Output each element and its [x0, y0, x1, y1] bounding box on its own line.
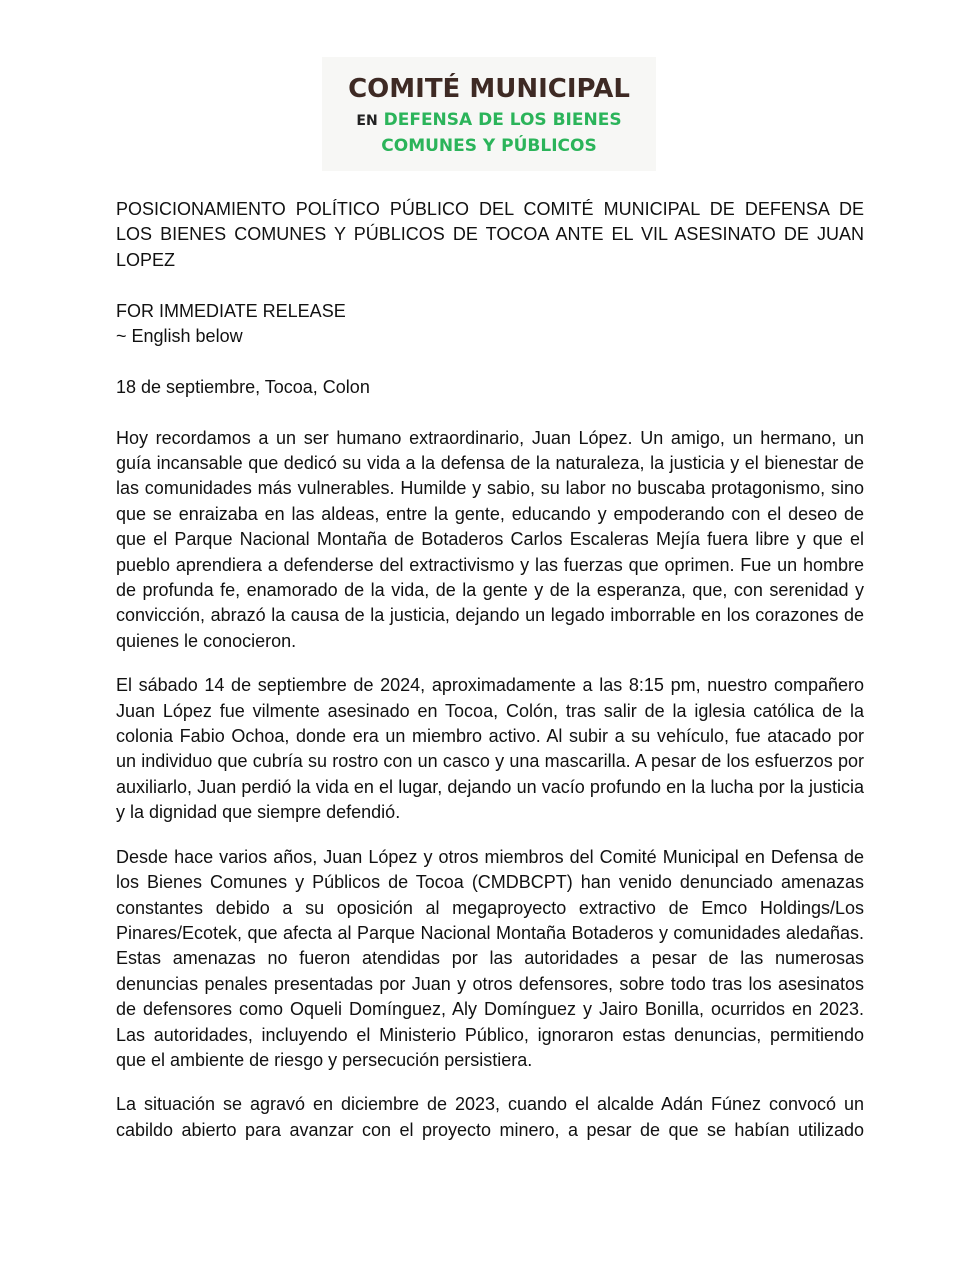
- release-label: FOR IMMEDIATE RELEASE: [116, 300, 346, 321]
- paragraph: El sábado 14 de septiembre de 2024, aproximadamente a las 8:15 pm, nuestro compañero Juan López fue vilmente asesinado en Tocoa, Colón, tras salir de la iglesia católica de la colonia Fabio Ochoa, donde era un miembro activo. Al subir a su vehículo, fue atacado por un individuo que cubría su rostro con un casco y una mascarilla. A pesar de los esfuerzos por auxiliarlo, Juan perdió la vida en el lugar, dejando un vacío profundo en la lucha por la justicia y la dignidad que siempre defendió.: [116, 675, 864, 823]
- paragraph: Desde hace varios años, Juan López y otros miembros del Comité Municipal en Defensa de los Bienes Comunes y Públicos de Tocoa (CMDBCPT) han venido denunciado amenazas constantes debido a su oposición al megaproyecto extractivo de Emco Holdings/Los Pinares/Ecotek, que afecta al Parque Nacional Montaña Botaderos y comunidades aledañas. Estas amenazas no fueron atendidas por las autoridades a pesar de las numerosas denuncias penales presentadas por Juan y otros defensores, sobre todo tras los asesinatos de defensores como Oqueli Domínguez, Aly Domínguez y Jairo Bonilla, ocurridos en 2023. Las autoridades, incluyendo el Ministerio Público, ignoraron estas denuncias, permitiendo que el ambiente de riesgo y persecución persistiera.: [116, 846, 864, 1070]
- spacer: [116, 400, 864, 425]
- logo-line-1: COMITÉ MUNICIPAL: [348, 74, 630, 104]
- spacer: [116, 273, 864, 298]
- spacer: [116, 349, 864, 374]
- logo-line-2-text: DEFENSA DE LOS BIENES: [383, 110, 622, 130]
- document-title: POSICIONAMIENTO POLÍTICO PÚBLICO DEL COMITÉ MUNICIPAL DE DEFENSA DE LOS BIENES COMUNES Y PÚBLICOS DE TOCOA ANTE EL VIL ASESINATO DE JUAN LOPEZ: [116, 199, 864, 270]
- logo-prefix: EN: [356, 113, 378, 129]
- paragraph: Hoy recordamos a un ser humano extraordinario, Juan López. Un amigo, un hermano, un guía incansable que dedicó su vida a la defensa de la naturaleza, la justicia y el bienestar de las comunidades más vulnerables. Humilde y sabio, su labor no buscaba protagonismo, sino que se enraizaba en las aldeas, entre la gente, educando y empoderando con el deseo de que el Parque Nacional Montaña de Botaderos Carlos Escaleras Mejía fuera libre y que el pueblo aprendiera a defenderse del extractivismo y las fuerzas que oprimen. Fue un hombre de profunda fe, enamorado de la vida, de la gente y de la esperanza, que, con serenidad y convicción, abrazó la causa de la justicia, dejando un legado imborrable en los corazones de quienes le conocieron.: [116, 427, 864, 651]
- paragraph: La situación se agravó en diciembre de 2023, cuando el alcalde Adán Fúnez convocó un cabildo abierto para avanzar con el proyecto minero, a pesar de que se habían utilizado: [116, 1094, 864, 1140]
- english-note: ~ English below: [116, 326, 243, 347]
- dateline: 18 de septiembre, Tocoa, Colon: [116, 376, 370, 397]
- committee-logo: [322, 57, 656, 171]
- document-body: [116, 197, 864, 1143]
- logo-line-3: COMUNES Y PÚBLICOS: [381, 136, 597, 156]
- logo-line-2: [322, 107, 656, 134]
